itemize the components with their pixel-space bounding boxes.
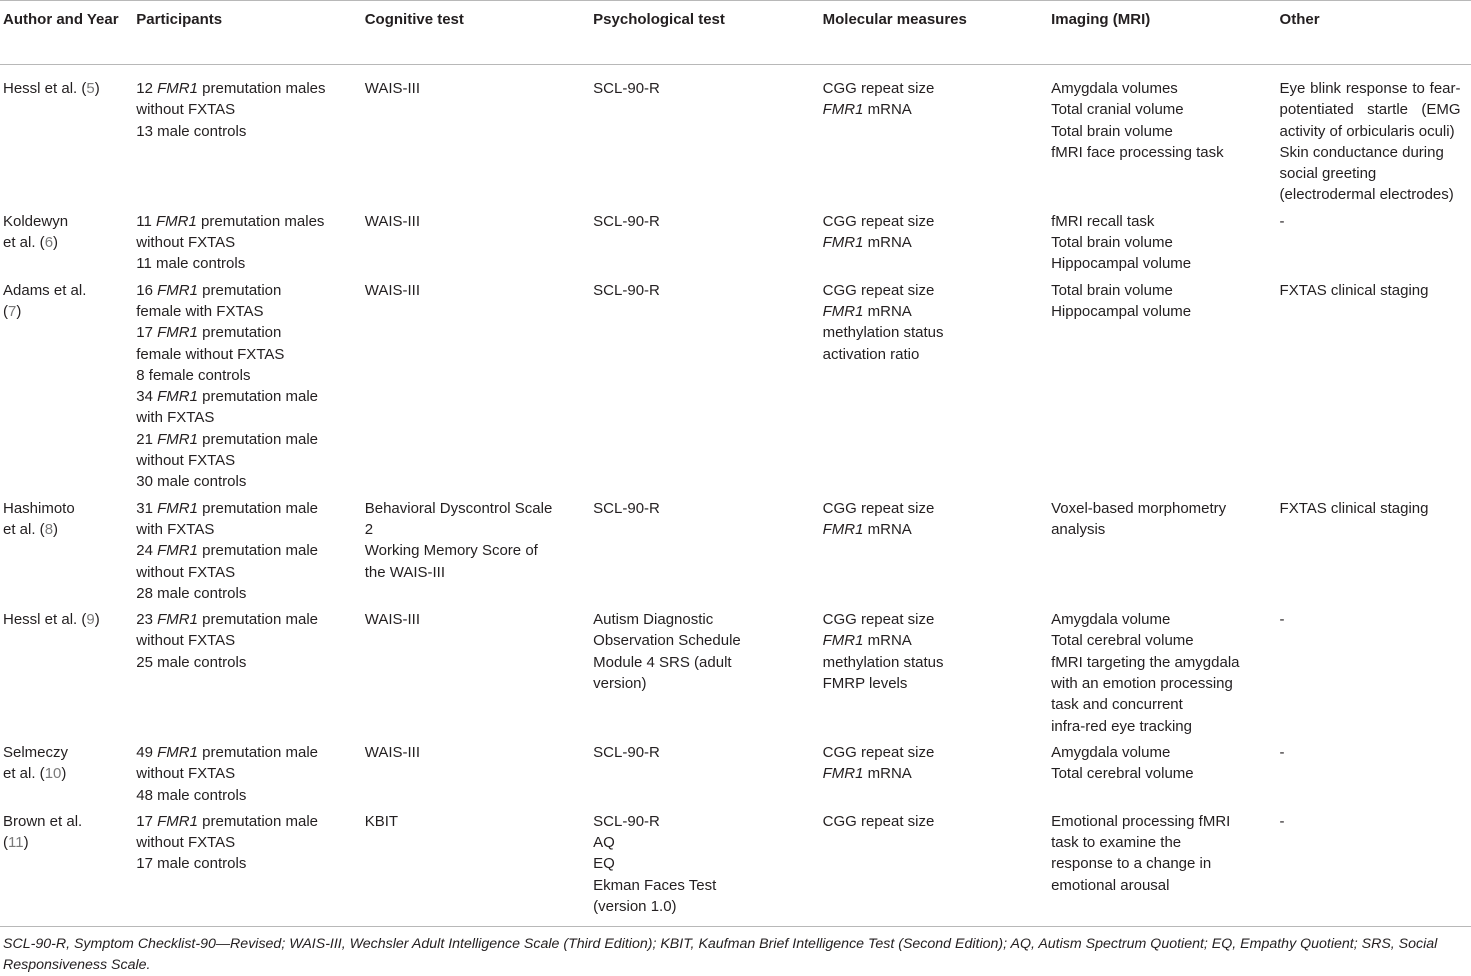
cell-line: task to examine the [1051, 834, 1182, 852]
participant-line [136, 78, 364, 99]
participant-line [136, 386, 364, 407]
cell-cognitive-test [365, 211, 593, 280]
participant-line [136, 429, 364, 450]
cell-line: WAIS-III [364, 611, 420, 629]
cell-author-year [0, 742, 136, 811]
participant-line [136, 562, 364, 583]
cell-line: - [1279, 743, 1285, 761]
measure-line [823, 280, 1051, 301]
measure-line [823, 498, 1051, 519]
cell-psychological-test [593, 609, 822, 742]
cell-text: without FXTAS [136, 563, 236, 581]
cell-text: methylation status [822, 653, 944, 671]
measure-line [823, 742, 1051, 763]
participant-line [136, 811, 364, 832]
cell-line: activity of orbicularis oculi) [1279, 122, 1455, 140]
participant-line [136, 630, 364, 651]
cell-line: with an emotion processing [1051, 675, 1233, 693]
participant-line [136, 211, 364, 232]
table-row [0, 498, 1471, 609]
participant-line [136, 519, 364, 540]
cell-cognitive-test [365, 65, 593, 211]
cell-other [1280, 742, 1471, 811]
cell-text: female without FXTAS [136, 345, 285, 363]
cell-text: without FXTAS [136, 234, 236, 252]
cell-text: 13 male controls [136, 122, 247, 140]
cell-line: infra-red eye tracking [1051, 717, 1192, 735]
cell-imaging [1051, 280, 1279, 498]
cell-line: (version 1.0) [593, 897, 677, 915]
cell-text: premutation males [197, 80, 326, 97]
reference-number: 6 [44, 234, 54, 252]
author-text: ) [53, 234, 59, 252]
cell-line: potentiated startle (EMG [1279, 101, 1461, 119]
cell-text: mRNA [863, 632, 912, 650]
measure-line [823, 630, 1051, 651]
cell-text: 17 [136, 324, 158, 342]
cell-text: CGG repeat size [822, 611, 935, 629]
cell-line: FXTAS clinical staging [1279, 281, 1429, 299]
cell-imaging [1051, 609, 1279, 742]
author-text: Hashimoto [3, 499, 75, 517]
author-text: et al. ( [3, 520, 45, 538]
author-line [3, 609, 136, 630]
measure-line [823, 211, 1051, 232]
author-text: ) [94, 80, 100, 97]
cell-text: CGG repeat size [822, 743, 935, 761]
cell-line: SCL-90-R [593, 743, 660, 761]
author-text: ) [53, 520, 59, 538]
cell-molecular-measures [823, 609, 1051, 742]
cell-author-year [0, 811, 136, 922]
author-line [3, 498, 136, 519]
table-top-rule [0, 0, 1471, 1]
gene-name: FMR1 [157, 499, 198, 517]
cell-participants [136, 498, 364, 609]
cell-line: Eye blink response to fear- [1279, 80, 1461, 97]
gene-name: FMR1 [157, 324, 198, 342]
cell-participants [136, 65, 364, 211]
participant-line [136, 832, 364, 853]
participant-line [136, 253, 364, 274]
author-text: Koldewyn [3, 212, 69, 230]
author-line [3, 232, 136, 253]
cell-text: 30 male controls [136, 473, 247, 491]
cell-cognitive-test [365, 742, 593, 811]
cell-molecular-measures [823, 811, 1051, 922]
cell-line: - [1279, 212, 1285, 230]
cell-text: without FXTAS [136, 101, 236, 119]
reference-number: 7 [8, 302, 17, 320]
cell-imaging [1051, 498, 1279, 609]
cell-psychological-test [593, 498, 822, 609]
cell-text: 31 [136, 499, 158, 517]
measure-line [823, 811, 1051, 832]
header-row [0, 9, 1471, 65]
cell-line: (electrodermal electrodes) [1279, 186, 1454, 204]
cell-text: CGG repeat size [822, 212, 935, 230]
cell-line: fMRI face processing task [1051, 143, 1224, 161]
cell-line: - [1279, 812, 1285, 830]
gene-name: FMR1 [822, 765, 864, 783]
table-row [0, 65, 1471, 211]
cell-molecular-measures [823, 211, 1051, 280]
table-footnote: SCL-90-R, Symptom Checklist-90—Revised; WAIS-III, Wechsler Adult Intelligence Scale (Third Edition); KBIT, Kaufman Brief Intelligence Test (Second Edition); AQ, Autism Spectrum Quotient; EQ, Empathy Quotient; SRS, Social Responsiveness Scale. [3, 936, 1438, 973]
cell-text: premutation male [197, 812, 319, 830]
participant-line [136, 99, 364, 120]
cell-text: 28 male controls [136, 584, 247, 602]
cell-text: mRNA [863, 520, 912, 538]
gene-name: FMR1 [157, 80, 198, 97]
cell-text: 24 [136, 542, 158, 560]
cell-line: Module 4 SRS (adult [593, 653, 732, 671]
cell-line: FXTAS clinical staging [1279, 499, 1429, 517]
cell-cognitive-test [365, 811, 593, 922]
cell-other [1280, 280, 1471, 498]
cell-text: 17 [136, 812, 158, 830]
gene-name: FMR1 [156, 212, 197, 230]
author-text: et al. ( [3, 765, 45, 783]
participant-line [136, 540, 364, 561]
table-row [0, 742, 1471, 811]
cell-line: Total brain volume [1051, 122, 1173, 140]
author-line [3, 811, 136, 832]
header-other: Other [1279, 11, 1320, 28]
reference-number: 11 [8, 834, 24, 852]
cell-text: methylation status [822, 324, 944, 342]
cell-other [1280, 498, 1471, 609]
author-text: ( [3, 834, 8, 852]
cell-text: 25 male controls [136, 653, 247, 671]
cell-text: with FXTAS [136, 520, 215, 538]
author-line [3, 280, 136, 301]
cell-author-year [0, 609, 136, 742]
cell-text: FMRP levels [822, 675, 908, 693]
measure-line [823, 232, 1051, 253]
cell-text: mRNA [863, 302, 912, 320]
cell-line: SCL-90-R [593, 212, 660, 230]
measure-line [823, 322, 1051, 343]
measure-line [823, 78, 1051, 99]
cell-line: Skin conductance during [1279, 143, 1444, 161]
cell-text: 49 [136, 743, 158, 761]
cell-imaging [1051, 211, 1279, 280]
cell-line: EQ [593, 855, 615, 873]
cell-text: premutation male [197, 743, 319, 761]
table-row [0, 211, 1471, 280]
cell-line: 2 [364, 520, 374, 538]
measure-line [823, 99, 1051, 120]
reference-number: 10 [44, 765, 62, 783]
participant-line [136, 471, 364, 492]
cell-line: Behavioral Dyscontrol Scale [364, 499, 553, 517]
cell-line: Observation Schedule [593, 632, 741, 650]
gene-name: FMR1 [822, 302, 864, 320]
gene-name: FMR1 [157, 430, 198, 448]
cell-line: KBIT [364, 812, 399, 830]
participant-line [136, 365, 364, 386]
cell-text: 8 female controls [136, 366, 251, 384]
cell-text: premutation male [197, 388, 319, 406]
measure-line [823, 763, 1051, 784]
cell-line: WAIS-III [364, 80, 420, 97]
cell-line: task and concurrent [1051, 696, 1183, 714]
cell-line: the WAIS-III [364, 563, 446, 581]
cell-text: premutation male [197, 499, 319, 517]
cell-line: Emotional processing fMRI [1051, 812, 1231, 830]
cell-line: Hippocampal volume [1051, 255, 1192, 273]
cell-text: premutation [197, 324, 282, 342]
author-line [3, 742, 136, 763]
cell-line: Hippocampal volume [1051, 302, 1192, 320]
table-row [0, 280, 1471, 498]
cell-line: Total cerebral volume [1051, 765, 1194, 783]
cell-text: female with FXTAS [136, 302, 264, 320]
cell-text: without FXTAS [136, 632, 236, 650]
cell-line: - [1279, 611, 1285, 629]
participant-line [136, 498, 364, 519]
cell-text: CGG repeat size [822, 80, 935, 97]
header-psychological-test: Psychological test [593, 11, 725, 28]
header-participants: Participants [136, 11, 223, 28]
cell-text: premutation male [197, 611, 319, 629]
cell-text: 34 [136, 388, 158, 406]
cell-text: CGG repeat size [822, 499, 935, 517]
cell-line: fMRI recall task [1051, 212, 1155, 230]
author-text: ) [16, 302, 22, 320]
cell-text: 11 male controls [136, 255, 246, 273]
cell-participants [136, 811, 364, 922]
participant-line [136, 280, 364, 301]
participant-line [136, 652, 364, 673]
measure-line [823, 609, 1051, 630]
cell-text: activation ratio [822, 345, 920, 363]
gene-name: FMR1 [822, 234, 864, 252]
author-text: ( [3, 302, 8, 320]
measure-line [823, 344, 1051, 365]
author-line [3, 832, 136, 853]
cell-line: fMRI targeting the amygdala [1051, 653, 1240, 671]
cell-line: Working Memory Score of [364, 542, 538, 560]
cell-line: emotional arousal [1051, 876, 1170, 894]
gene-name: FMR1 [157, 542, 198, 560]
cell-line: Ekman Faces Test [593, 876, 717, 894]
cell-line: AQ [593, 834, 615, 852]
cell-line: social greeting [1279, 165, 1377, 183]
header-cognitive-test: Cognitive test [364, 11, 464, 28]
cell-psychological-test [593, 211, 822, 280]
cell-text: premutation male [197, 542, 319, 560]
cell-other [1280, 65, 1471, 211]
reference-number: 9 [86, 611, 95, 629]
cell-other [1280, 211, 1471, 280]
gene-name: FMR1 [822, 632, 864, 650]
participant-line [136, 121, 364, 142]
cell-text: 21 [136, 430, 158, 448]
cell-author-year [0, 498, 136, 609]
header-author-year: Author and Year [3, 11, 119, 28]
cell-molecular-measures [823, 280, 1051, 498]
cell-line: Total brain volume [1051, 281, 1173, 299]
author-line [3, 763, 136, 784]
participant-line [136, 763, 364, 784]
cell-text: with FXTAS [136, 409, 215, 427]
cell-participants [136, 609, 364, 742]
cell-other [1280, 811, 1471, 922]
cell-text: 12 [136, 80, 158, 97]
cell-text: 23 [136, 611, 158, 629]
cell-text: without FXTAS [136, 452, 236, 470]
cell-psychological-test [593, 280, 822, 498]
cell-psychological-test [593, 65, 822, 211]
table-row [0, 811, 1471, 922]
cell-line: WAIS-III [364, 281, 420, 299]
cell-author-year [0, 65, 136, 211]
reference-number: 5 [86, 80, 95, 97]
gene-name: FMR1 [157, 611, 198, 629]
participant-line [136, 232, 364, 253]
measure-line [823, 652, 1051, 673]
cell-molecular-measures [823, 65, 1051, 211]
participant-line [136, 742, 364, 763]
cell-author-year [0, 280, 136, 498]
cell-imaging [1051, 742, 1279, 811]
cell-line: Amygdala volume [1051, 611, 1171, 629]
cell-line: response to a change in [1051, 855, 1212, 873]
participant-line [136, 583, 364, 604]
author-text: ) [94, 611, 100, 629]
cell-line: WAIS-III [364, 212, 420, 230]
cell-line: Voxel-based morphometry [1051, 499, 1227, 517]
cell-cognitive-test [365, 280, 593, 498]
cell-cognitive-test [365, 609, 593, 742]
participant-line [136, 407, 364, 428]
reference-number: 8 [44, 520, 54, 538]
cell-line: Autism Diagnostic [593, 611, 714, 629]
cell-text: mRNA [863, 234, 912, 252]
author-text: Adams et al. [3, 281, 87, 299]
cell-cognitive-test [365, 498, 593, 609]
header-molecular-measures: Molecular measures [822, 11, 967, 28]
cell-text: without FXTAS [136, 765, 236, 783]
cell-psychological-test [593, 811, 822, 922]
measure-line [823, 519, 1051, 540]
cell-text: premutation males [196, 212, 325, 230]
cell-text: mRNA [863, 765, 912, 783]
measure-line [823, 673, 1051, 694]
cell-participants [136, 742, 364, 811]
gene-name: FMR1 [822, 101, 864, 119]
author-text: Hessl et al. ( [3, 611, 87, 629]
cell-line: Total cranial volume [1051, 101, 1184, 119]
measure-line [823, 301, 1051, 322]
author-text: ) [23, 834, 29, 852]
cell-line: analysis [1051, 520, 1106, 538]
gene-name: FMR1 [157, 281, 198, 299]
author-text: Hessl et al. ( [3, 80, 87, 97]
gene-name: FMR1 [822, 520, 864, 538]
cell-line: SCL-90-R [593, 281, 660, 299]
cell-imaging [1051, 65, 1279, 211]
cell-psychological-test [593, 742, 822, 811]
participant-line [136, 609, 364, 630]
author-line [3, 211, 136, 232]
cell-line: SCL-90-R [593, 80, 660, 97]
cell-molecular-measures [823, 742, 1051, 811]
cell-line: SCL-90-R [593, 812, 660, 830]
participant-line [136, 450, 364, 471]
table-body [0, 65, 1471, 922]
gene-name: FMR1 [157, 812, 198, 830]
table-bottom-rule [0, 926, 1471, 927]
participant-line [136, 853, 364, 874]
cell-line: SCL-90-R [593, 499, 660, 517]
cell-text: 17 male controls [136, 855, 247, 873]
table-row [0, 609, 1471, 742]
cell-molecular-measures [823, 498, 1051, 609]
cell-participants [136, 280, 364, 498]
cell-text: CGG repeat size [822, 812, 935, 830]
gene-name: FMR1 [157, 388, 198, 406]
cell-line: Amygdala volumes [1051, 80, 1178, 97]
author-text: et al. ( [3, 234, 45, 252]
author-line [3, 301, 136, 322]
author-text: Selmeczy [3, 743, 69, 761]
cell-line: Total brain volume [1051, 234, 1173, 252]
cell-line: WAIS-III [364, 743, 420, 761]
author-text: ) [61, 765, 67, 783]
author-line [3, 78, 136, 99]
cell-text: 16 [136, 281, 158, 299]
cell-text: premutation [197, 281, 282, 299]
gene-name: FMR1 [157, 743, 198, 761]
cell-text: 11 [136, 212, 157, 230]
participant-line [136, 322, 364, 343]
cell-line: Total cerebral volume [1051, 632, 1194, 650]
study-table [0, 9, 1471, 922]
cell-imaging [1051, 811, 1279, 922]
cell-other [1280, 609, 1471, 742]
cell-participants [136, 211, 364, 280]
cell-text: premutation male [197, 430, 319, 448]
cell-line: Amygdala volume [1051, 743, 1171, 761]
author-line [3, 519, 136, 540]
participant-line [136, 785, 364, 806]
cell-text: without FXTAS [136, 834, 236, 852]
cell-author-year [0, 211, 136, 280]
author-text: Brown et al. [3, 812, 83, 830]
cell-text: 48 male controls [136, 786, 247, 804]
cell-line: version) [593, 675, 647, 693]
cell-text: mRNA [863, 101, 912, 119]
participant-line [136, 301, 364, 322]
header-imaging: Imaging (MRI) [1051, 11, 1151, 28]
participant-line [136, 344, 364, 365]
cell-text: CGG repeat size [822, 281, 935, 299]
